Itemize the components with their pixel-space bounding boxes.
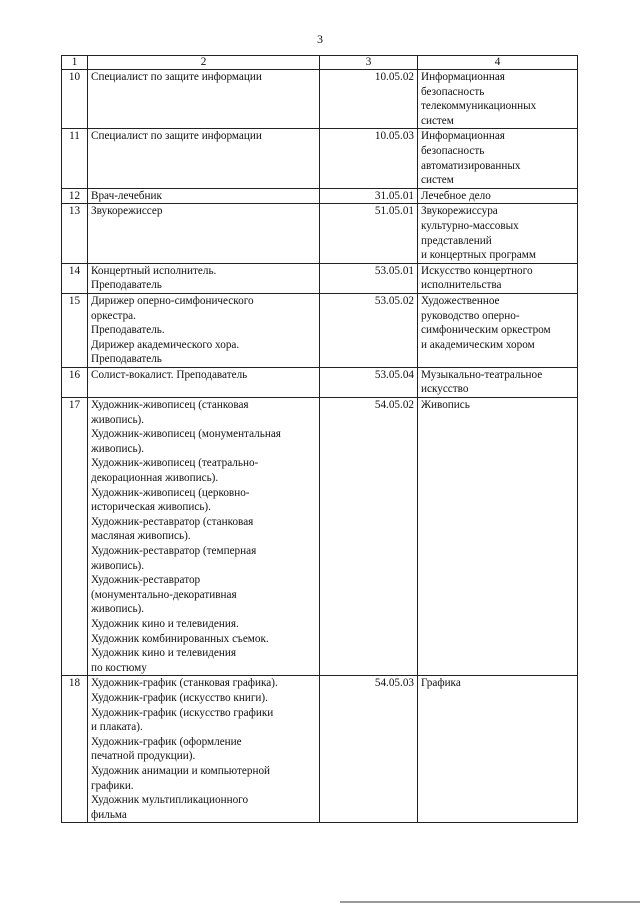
specialty-line: Информационная	[421, 71, 505, 83]
position-line: Художник-график (оформление	[91, 735, 242, 748]
specialty-code: 51.05.01	[320, 204, 418, 263]
table-body	[62, 70, 578, 823]
specialty-code: 10.05.03	[320, 129, 418, 188]
position-line: Художник-живописец (станковая	[91, 399, 249, 412]
specialty-cell	[418, 676, 578, 823]
specialty-line: Живопись	[421, 399, 470, 412]
table-row	[62, 204, 578, 263]
row-number: 12	[62, 188, 88, 204]
specialty-line: систем	[421, 114, 454, 127]
specialty-code: 53.05.01	[320, 263, 418, 293]
position-cell	[88, 129, 320, 188]
row-number: 17	[62, 398, 88, 676]
row-number: 14	[62, 263, 88, 293]
specialty-code: 53.05.02	[320, 293, 418, 367]
position-line: Художник-график (искусство графики	[91, 706, 274, 719]
position-line: фильма	[91, 808, 127, 821]
position-line: по костюму	[91, 661, 147, 674]
position-cell	[88, 70, 320, 129]
specialty-cell	[418, 367, 578, 397]
position-line: Преподаватель.	[91, 324, 165, 337]
position-line: Художник кино и телевидения	[91, 647, 236, 660]
column-header: 1	[62, 56, 88, 70]
specialty-cell	[418, 263, 578, 293]
specialty-line: безопасность	[421, 144, 485, 157]
position-line: оркестра.	[91, 309, 136, 322]
table-row	[62, 676, 578, 823]
specialty-line: и академическим хором	[421, 338, 535, 351]
specialties-table	[61, 55, 578, 823]
position-line: Специалист по защите информации	[91, 71, 262, 83]
specialty-line: Художественное	[421, 294, 500, 307]
position-line: историческая живопись).	[91, 501, 211, 514]
row-number: 18	[62, 676, 88, 823]
specialty-cell	[418, 188, 578, 204]
table-row	[62, 263, 578, 293]
position-line: масляная живопись).	[91, 530, 191, 543]
specialty-line: Музыкально-театральное	[421, 368, 543, 381]
row-number: 13	[62, 204, 88, 263]
position-line: Художник комбинированных съемок.	[91, 632, 269, 645]
position-line: Дирижер академического хора.	[91, 338, 240, 351]
specialty-cell	[418, 129, 578, 188]
specialty-line: Искусство концертного	[421, 264, 533, 277]
position-cell	[88, 188, 320, 204]
column-header: 3	[320, 56, 418, 70]
specialty-line: исполнительства	[421, 279, 502, 292]
position-line: печатной продукции).	[91, 750, 196, 763]
row-number: 11	[62, 129, 88, 188]
specialty-cell	[418, 293, 578, 367]
row-number: 10	[62, 70, 88, 129]
position-cell	[88, 204, 320, 263]
row-number: 15	[62, 293, 88, 367]
position-line: Солист-вокалист. Преподаватель	[91, 368, 248, 381]
specialty-code: 54.05.02	[320, 398, 418, 676]
column-header: 4	[418, 56, 578, 70]
specialty-code: 31.05.01	[320, 188, 418, 204]
position-line: Художник-живописец (церковно-	[91, 486, 250, 499]
position-line: Художник мультипликационного	[91, 794, 249, 807]
specialty-line: культурно-массовых	[421, 219, 519, 232]
position-line: Врач-лечебник	[91, 189, 162, 202]
position-line: живопись).	[91, 559, 145, 572]
specialty-line: Информационная	[421, 130, 505, 143]
position-cell	[88, 398, 320, 676]
position-line: Звукорежиссер	[91, 205, 163, 218]
position-line: Художник анимации и компьютерной	[91, 764, 271, 777]
position-line: Дирижер оперно-симфонического	[91, 294, 254, 307]
column-header: 2	[88, 56, 320, 70]
specialty-line: автоматизированных	[421, 159, 521, 172]
position-line: Художник-реставратор (станковая	[91, 515, 254, 528]
specialty-cell	[418, 398, 578, 676]
position-line: живопись).	[91, 442, 145, 455]
position-cell	[88, 263, 320, 293]
table-row	[62, 70, 578, 129]
table-header-row	[62, 56, 578, 70]
position-line: (монументально-декоративная	[91, 588, 237, 601]
specialty-code: 54.05.03	[320, 676, 418, 823]
specialty-line: безопасность	[421, 85, 485, 98]
position-line: живопись).	[91, 603, 145, 616]
specialty-code: 10.05.02	[320, 70, 418, 129]
page-number: 3	[317, 32, 323, 46]
position-line: Художник-реставратор (темперная	[91, 545, 257, 557]
specialty-line: систем	[421, 174, 454, 187]
position-line: живопись).	[91, 413, 145, 426]
table-row	[62, 398, 578, 676]
specialty-line: руководство оперно-	[421, 309, 520, 322]
position-line: Художник-живописец (монументальная	[91, 428, 281, 441]
position-line: Художник-живописец (театрально-	[91, 457, 259, 470]
specialty-line: искусство	[421, 383, 469, 396]
specialty-line: и концертных программ	[421, 249, 536, 262]
position-line: Художник-график (станковая графика).	[91, 677, 278, 690]
position-cell	[88, 676, 320, 823]
table-row	[62, 188, 578, 204]
position-line: Преподаватель	[91, 279, 162, 292]
specialty-line: Графика	[421, 677, 461, 690]
position-line: Художник кино и телевидения.	[91, 617, 239, 630]
position-line: декорационная живопись).	[91, 472, 219, 485]
specialty-line: представлений	[421, 234, 492, 247]
position-line: Концертный исполнитель.	[91, 264, 217, 277]
specialty-line: телекоммуникационных	[421, 100, 537, 113]
position-line: Художник-график (искусство книги).	[91, 691, 268, 704]
table-row	[62, 129, 578, 188]
row-number: 16	[62, 367, 88, 397]
specialty-line: Звукорежиссура	[421, 205, 498, 218]
specialty-cell	[418, 204, 578, 263]
position-cell	[88, 293, 320, 367]
position-cell	[88, 367, 320, 397]
table-row	[62, 293, 578, 367]
position-line: Художник-реставратор	[91, 574, 201, 587]
specialty-line: Лечебное дело	[421, 189, 491, 202]
position-line: и плаката).	[91, 721, 143, 734]
specialty-line: симфоническим оркестром	[421, 324, 551, 337]
scan-edge-line	[340, 901, 640, 903]
position-line: Преподаватель	[91, 353, 162, 366]
table-row	[62, 367, 578, 397]
position-line: Специалист по защите информации	[91, 130, 262, 143]
position-line: графики.	[91, 779, 134, 792]
specialty-cell	[418, 70, 578, 129]
specialty-code: 53.05.04	[320, 367, 418, 397]
